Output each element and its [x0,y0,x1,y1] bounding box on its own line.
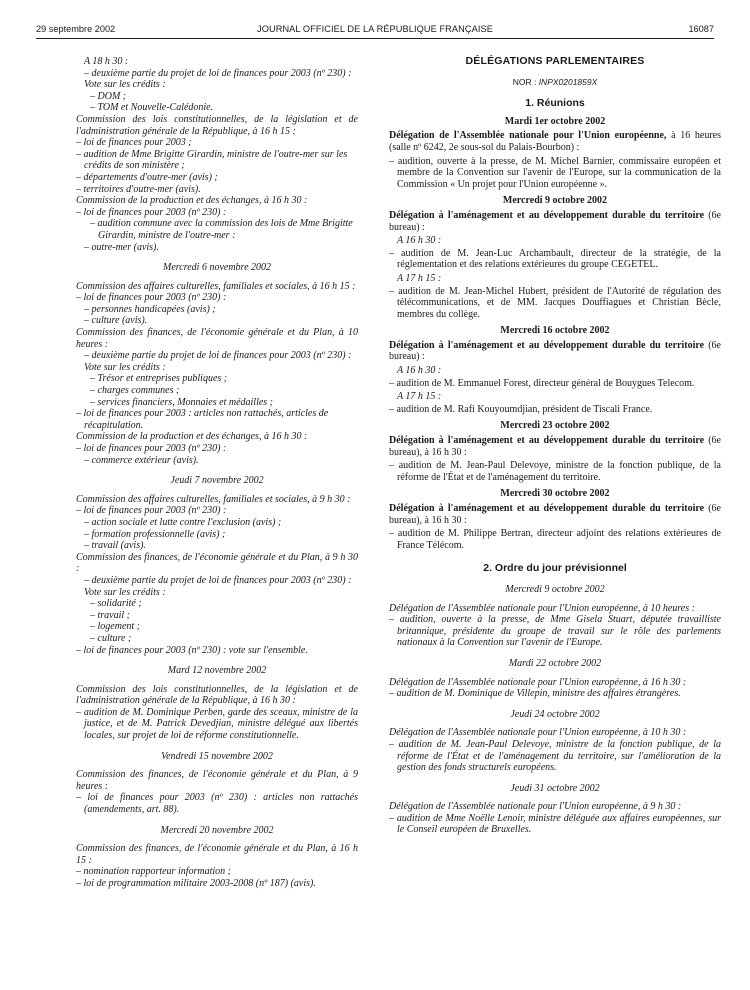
agenda-line: Commission des finances, de l'économie générale et du Plan, à 10 heures : [76,327,358,350]
agenda-line: – loi de finances pour 2003 (nº 230) : vote sur l'ensemble. [76,644,308,656]
agenda-line: – loi de finances pour 2003 ; [76,137,192,149]
meeting-body [389,210,721,233]
agenda-item: – audition de M. Jean-Paul Delevoye, ministre de la fonction publique, de la réforme de l'État et de l'aménagement du territoire, sur l'amélioration de la gestion des fonds structurels européens. [389,738,721,774]
agenda-item: – audition de M. Dominique de Villepin, ministre des affaires étrangères. [389,688,681,700]
meeting-body-detail: (6e bureau) : [389,339,721,363]
meeting-item: – audition, ouverte à la presse, de M. Michel Barnier, commissaire européen et membre de la Convention sur l'avenir de l'Europe, sur la communication de la Commission « Un projet pour l'Union européenne ». [389,155,721,190]
agenda-date: Jeudi 24 octobre 2002 [510,708,600,720]
agenda-line: – DOM ; [90,90,127,102]
agenda-body: Délégation de l'Assemblée nationale pour l'Union européenne, à 9 h 30 : [389,801,682,813]
agenda-line: Commission des finances, de l'économie générale et du Plan, à 9 h 30 : [76,551,358,575]
agenda-line: – deuxième partie du projet de loi de finances pour 2003 (nº 230) : [84,350,352,362]
day-heading: Mercredi 6 novembre 2002 [162,262,272,274]
meeting-body [389,435,721,458]
agenda-line: – loi de finances pour 2003 (nº 230) : articles non rattachés (amendements, art. 88). [76,792,358,816]
agenda-line: – travail (avis). [84,540,146,552]
agenda-line: – culture ; [90,632,132,644]
agenda-line: A 18 h 30 : [84,56,129,67]
agenda-line: – action sociale et lutte contre l'exclusion (avis) ; [84,516,282,528]
meeting-time: A 16 h 30 : [397,235,442,247]
reunions-list [389,116,721,552]
day-heading: Vendredi 15 novembre 2002 [161,750,273,762]
meeting-body-name: Délégation à l'aménagement et au développement durable du territoire [389,339,705,351]
meeting-time: A 16 h 30 : [397,365,442,377]
agenda-item: – audition de Mme Noëlle Lenoir, ministre déléguée aux affaires européennes, sur le Conseil européen de Bruxelles. [389,812,721,836]
agenda-date: Mardi 22 octobre 2002 [508,657,602,669]
agenda-line: Commission de la production et des échanges, à 16 h 30 : [76,431,308,443]
meeting-body [389,503,721,526]
agenda-line: – logement ; [90,621,140,633]
agenda-line: – Trésor et entreprises publiques ; [90,373,228,385]
meeting-body-name: Délégation à l'aménagement et au développement durable du territoire [389,209,705,221]
meeting-item: – audition de M. Philippe Bertran, directeur adjoint des relations extérieures de France Télécom. [389,528,721,551]
page-header [36,22,714,39]
agenda-line: – loi de finances pour 2003 (nº 230) : [76,292,227,304]
agenda-line: – TOM et Nouvelle-Calédonie. [90,102,214,114]
meeting-date: Mardi 1er octobre 2002 [504,115,606,127]
agenda-date: Jeudi 31 octobre 2002 [510,782,600,794]
meeting-body-detail: (6e bureau), à 16 h 30 : [389,435,721,458]
agenda-line: Vote sur les crédits : [84,586,166,598]
agenda-line: – nomination rapporteur information ; [76,866,232,878]
meeting-time: A 17 h 15 : [397,391,442,403]
meeting-body-name: Délégation de l'Assemblée nationale pour l'Union européenne, [389,130,667,142]
agenda-line: – départements d'outre-mer (avis) ; [76,171,218,183]
agenda-line: Commission des finances, de l'économie générale et du Plan, à 9 heures : [76,769,358,792]
agenda-date: Mercredi 9 octobre 2002 [505,583,605,595]
meeting-date: Mercredi 30 octobre 2002 [500,488,610,500]
agenda-line: Commission des lois constitutionnelles, de la législation et de l'administration générale de la République, à 16 h 30 : [76,683,358,707]
meeting-body-name: Délégation à l'aménagement et au développement durable du territoire [389,435,705,447]
header-page-number: 16087 [688,24,714,34]
nor-label: NOR : [512,76,537,87]
header-date: 29 septembre 2002 [36,24,116,34]
agenda-line: – loi de finances pour 2003 (nº 230) : [76,206,227,218]
agenda-line: Commission des finances, de l'économie générale et du Plan, à 16 h 15 : [76,843,358,866]
day-heading: Jeudi 7 novembre 2002 [170,475,264,487]
agenda-line: – audition de M. Dominique Perben, garde des sceaux, ministre de la justice, et de M. Patrick Devedjian, ministre délégué aux libertés locales, sur projet de loi de réforme constitutionnelle. [76,706,358,742]
meeting-item: – audition de M. Emmanuel Forest, directeur général de Bouygues Telecom. [389,377,695,389]
day-heading: Mard 12 novembre 2002 [167,665,267,677]
agenda-line: – loi de finances pour 2003 (nº 230) : [76,443,227,454]
meeting-body [389,340,721,363]
agenda-line: Vote sur les crédits : [84,361,166,373]
agenda-item: – audition, ouverte à la presse, de Mme Gisela Stuart, députée travailliste britannique, présidente du groupe de travail sur le rôle des parlements nationaux à la Convention sur l'avenir de l'Europe. [389,614,721,649]
agenda-line: – deuxième partie du projet de loi de finances pour 2003 (nº 230) : [84,574,352,586]
right-column [389,56,721,836]
meeting-date: Mercredi 16 octobre 2002 [500,325,610,337]
subsection-heading-reunions: 1. Réunions [525,97,585,110]
meeting-time: A 17 h 15 : [397,272,442,284]
nor-reference [389,77,721,89]
agenda-line: – audition de Mme Brigitte Girardin, ministre de l'outre-mer sur les crédits de son ministère ; [76,148,348,172]
meeting-body-name: Délégation à l'aménagement et au développement durable du territoire [389,503,705,514]
agenda-line: – deuxième partie du projet de loi de finances pour 2003 (nº 230) : [84,67,352,79]
agenda-line: Vote sur les crédits : [84,79,166,91]
section-title: DÉLÉGATIONS PARLEMENTAIRES [465,55,645,67]
meeting-date: Mercredi 23 octobre 2002 [500,420,610,432]
agenda-line: – loi de finances pour 2003 (nº 230) : [76,505,227,517]
meeting-body [389,130,721,153]
meeting-item: – audition de M. Jean-Paul Delevoye, ministre de la fonction publique, de la réforme de l'État et de l'aménagement du territoire. [389,460,721,483]
day-heading: Mercredi 20 novembre 2002 [160,824,274,836]
agenda-body: Délégation de l'Assemblée nationale pour l'Union européenne, à 10 heures : [389,602,695,614]
agenda-line: – personnes handicapées (avis) ; [84,303,216,315]
header-title: JOURNAL OFFICIEL DE LA RÉPUBLIQUE FRANÇAISE [257,24,493,34]
agenda-line: – culture (avis). [84,315,148,327]
nor-code: INPX0201859X [538,76,598,87]
agenda-body: Délégation de l'Assemblée nationale pour l'Union européenne, à 10 h 30 : [389,727,687,739]
agenda-line: – outre-mer (avis). [84,241,159,253]
agenda-line: Commission des affaires culturelles, familiales et sociales, à 9 h 30 : [76,493,351,505]
agenda-line: – solidarité ; [90,598,142,610]
agenda-line: – territoires d'outre-mer (avis). [76,183,201,195]
agenda-line: – formation professionnelle (avis) ; [84,528,226,540]
agenda-line: – travail ; [90,609,130,621]
agenda-line: Commission de la production et des échanges, à 16 h 30 : [76,195,308,207]
agenda-line: – services financiers, Monnaies et médailles ; [90,396,274,408]
meeting-item: – audition de M. Jean-Luc Archambault, directeur de la stratégie, de la réglementation et des relations extérieures du groupe CEGETEL. [389,247,721,271]
agenda-line: Commission des affaires culturelles, familiales et sociales, à 16 h 15 : [76,280,356,292]
agenda-body: Délégation de l'Assemblée nationale pour l'Union européenne, à 16 h 30 : [389,676,687,688]
left-column [76,56,358,890]
meeting-body-detail: à 16 heures (salle nº 6242, 2e sous-sol du Palais-Bourbon) : [389,130,721,153]
meeting-item: – audition de M. Jean-Michel Hubert, président de l'Autorité de régulation des télécommunications, et de MM. Jacques Douffiagues et Christian Bècle, membres du collège. [389,285,721,320]
agenda-line: – commerce extérieur (avis). [84,454,199,466]
ordre-du-jour-list [389,584,721,836]
meeting-body-detail: (6e bureau) : [389,209,721,233]
meeting-body-detail: (6e bureau), à 16 h 30 : [389,503,721,526]
meeting-date: Mercredi 9 octobre 2002 [502,195,608,207]
meeting-item: – audition de M. Rafi Kouyoumdjian, président de Tiscali France. [389,403,653,415]
agenda-line: – audition commune avec la commission des lois de Mme Brigitte Girardin, ministre de l'outre-mer : [90,218,353,241]
agenda-line: – loi de finances pour 2003 : articles non rattachés, articles de récapitulation. [76,408,329,431]
agenda-line: – loi de programmation militaire 2003-2008 (nº 187) (avis). [76,878,316,889]
agenda-line: Commission des lois constitutionnelles, de la législation et de l'administration générale de la République, à 16 h 15 : [76,113,358,137]
subsection-heading-ordre-du-jour: 2. Ordre du jour prévisionnel [483,562,627,575]
agenda-line: – charges communes ; [90,385,180,397]
